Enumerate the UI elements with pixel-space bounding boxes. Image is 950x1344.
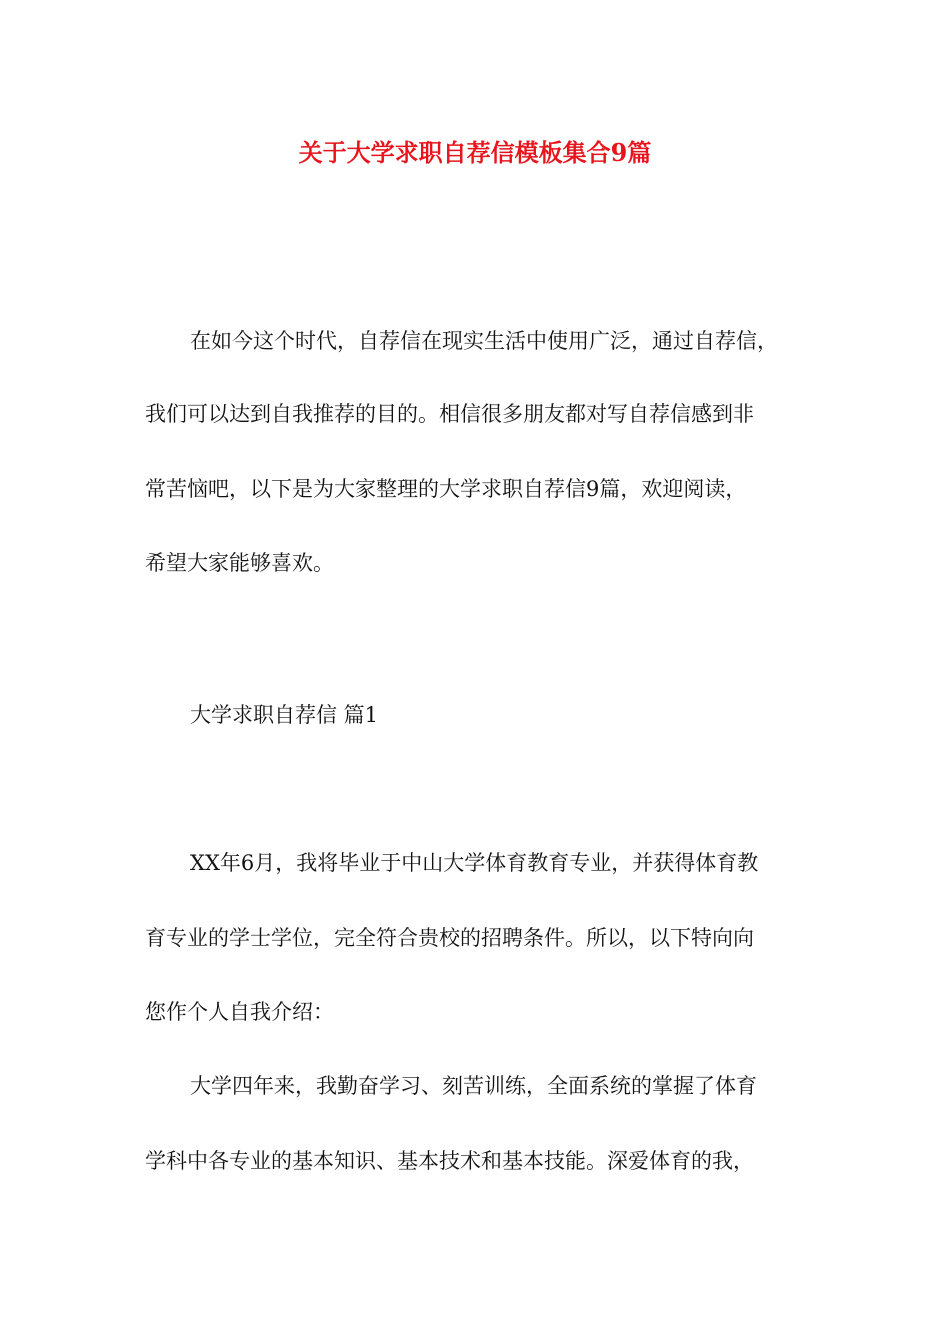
section-heading: 大学求职自荐信 篇1 [190, 703, 379, 727]
intro-line-3: 常苦恼吧，以下是为大家整理的大学求职自荐信9篇，欢迎阅读， [145, 477, 747, 501]
para1-line-2: 育专业的学士学位，完全符合贵校的招聘条件。所以，以下特向向 [145, 926, 754, 950]
intro-line-1: 在如今这个时代，自荐信在现实生活中使用广泛，通过自荐信， [190, 329, 778, 353]
para1-line-1: XX年6月，我将毕业于中山大学体育教育专业，并获得体育教 [190, 851, 759, 875]
intro-line-4: 希望大家能够喜欢。 [145, 551, 334, 575]
para1-line-3: 您作个人自我介绍： [145, 1000, 334, 1024]
para2-line-1: 大学四年来，我勤奋学习、刻苦训练，全面系统的掌握了体育 [190, 1074, 757, 1098]
intro-line-2: 我们可以达到自我推荐的目的。相信很多朋友都对写自荐信感到非 [145, 402, 754, 426]
para2-line-2: 学科中各专业的基本知识、基本技术和基本技能。深爱体育的我， [145, 1149, 754, 1173]
document-title: 关于大学求职自荐信模板集合9篇 [298, 138, 652, 167]
